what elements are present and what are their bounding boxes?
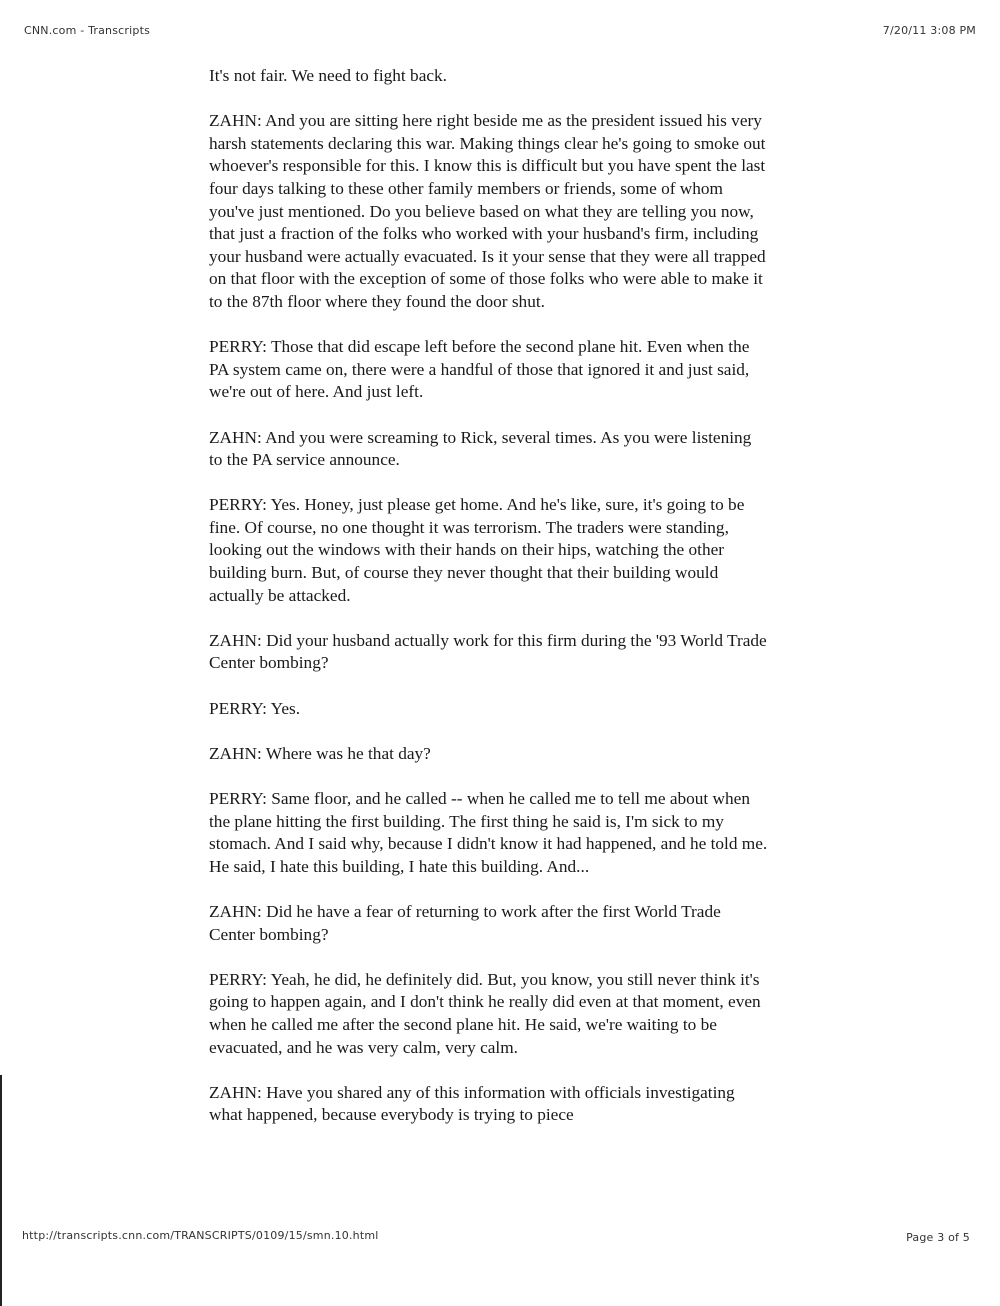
transcript-paragraph: PERRY: Same floor, and he called -- when he called me to tell me about when the plane hitting the first building. The first thing he said is, I'm sick to my stomach. And I said why, because I didn't know it had happened, and he told me. He said, I hate this building, I hate this building. And...	[209, 789, 768, 876]
transcript-body	[209, 65, 769, 1150]
transcript-paragraph: ZAHN: Did he have a fear of returning to work after the first World Trade Center bombing?	[209, 901, 721, 944]
transcript-paragraph: PERRY: Yes. Honey, just please get home. And he's like, sure, it's going to be fine. Of course, no one thought it was terrorism. The traders were standing, looking out the windows with their hands on their hips, watching the other building burn. But, of course they never thought that their building would actually be attacked.	[209, 495, 745, 605]
page-header-datetime: 7/20/11 3:08 PM	[882, 24, 976, 37]
transcript-paragraph: ZAHN: Have you shared any of this information with officials investigating what happened, because everybody is trying to piece	[209, 1082, 735, 1125]
transcript-paragraph: ZAHN: Did your husband actually work for this firm during the '93 World Trade Center bombing?	[209, 630, 767, 673]
transcript-paragraph: ZAHN: Where was he that day?	[209, 743, 431, 763]
scan-edge-mark	[0, 1075, 2, 1306]
page-header-title: CNN.com - Transcripts	[24, 24, 151, 37]
page-footer-page-number: Page 3 of 5	[906, 1231, 970, 1244]
page-footer-url: http://transcripts.cnn.com/TRANSCRIPTS/0109/15/smn.10.html	[22, 1229, 379, 1242]
transcript-paragraph: PERRY: Yeah, he did, he definitely did. But, you know, you still never think it's going to happen again, and I don't think he really did even at that moment, even when he called me after the second plane hit. He said, we're waiting to be evacuated, and he was very calm, very calm.	[209, 969, 761, 1057]
transcript-paragraph: PERRY: Those that did escape left before the second plane hit. Even when the PA system came on, there were a handful of those that ignored it and just said, we're out of here. And just left.	[209, 337, 750, 402]
transcript-paragraph: PERRY: Yes.	[209, 698, 301, 718]
transcript-paragraph: ZAHN: And you were screaming to Rick, several times. As you were listening to the PA service announce.	[209, 427, 752, 470]
transcript-paragraph: ZAHN: And you are sitting here right beside me as the president issued his very harsh statements declaring this war. Making things clear he's going to smoke out whoever's responsible for this. I know this is difficult but you have spent the last four days talking to these other family members or friends, some of whom you've just mentioned. Do you believe based on what they are telling you now, that just a fraction of the folks who worked with your husband's firm, including your husband were actually evacuated. Is it your sense that they were all trapped on that floor with the exception of some of those folks who were able to make it to the 87th floor where they found the door shut.	[209, 111, 766, 311]
transcript-paragraph: It's not fair. We need to fight back.	[209, 66, 447, 85]
